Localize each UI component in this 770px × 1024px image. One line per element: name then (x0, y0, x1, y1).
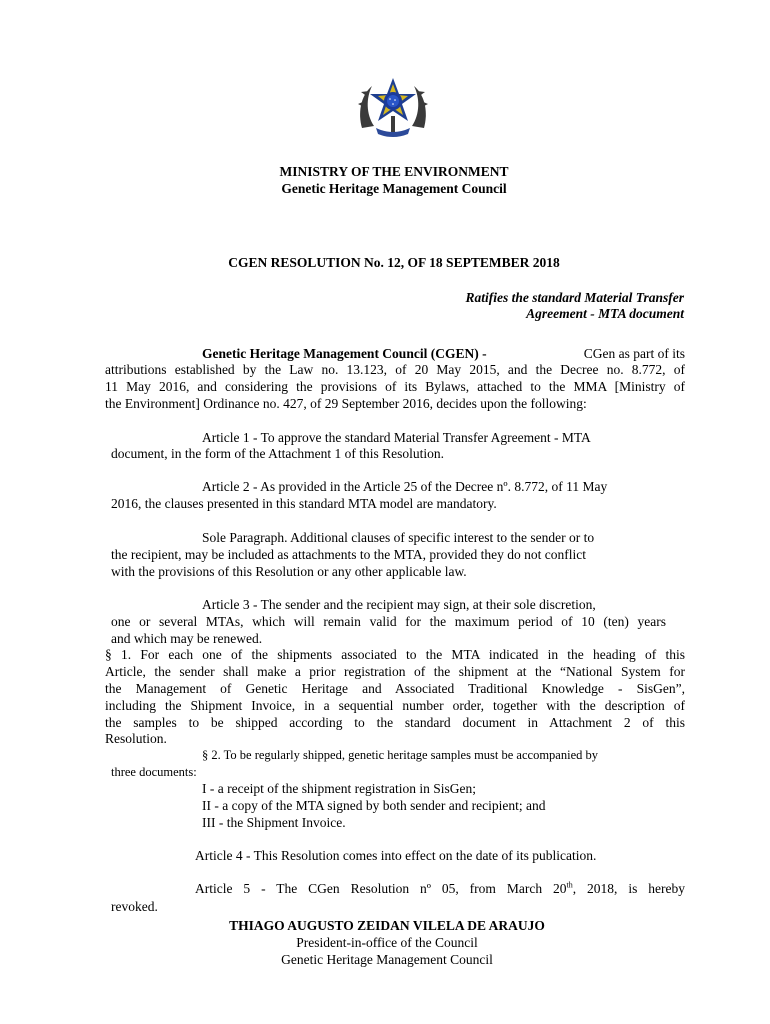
paragraph-1-line: § 1. For each one of the shipments associated to the MTA indicated in the heading of this (105, 647, 685, 662)
preamble-lead-rest: CGen as part of its (583, 346, 685, 361)
council-heading: Genetic Heritage Management Council (281, 181, 507, 196)
paragraph-2-line: three documents: (111, 765, 197, 779)
summary-line-1: Ratifies the standard Material Transfer (465, 290, 684, 305)
article-2-line: 2016, the clauses presented in this standard MTA model are mandatory. (111, 496, 497, 511)
article-1-line: document, in the form of the Attachment 1 of this Resolution. (111, 446, 444, 461)
article-5-superscript: th (566, 880, 573, 890)
article-3-line: Article 3 - The sender and the recipient may sign, at their sole discretion, (202, 597, 596, 612)
article-5-text: Article 5 - The CGen Resolution nº 05, from March 20 (195, 881, 567, 896)
document-list-item: II - a copy of the MTA signed by both sender and recipient; and (202, 798, 546, 813)
article-1-line: Article 1 - To approve the standard Material Transfer Agreement - MTA (202, 430, 591, 445)
paragraph-1-line: the Management of Genetic Heritage and Associated Traditional Knowledge - SisGen”, (105, 681, 685, 696)
sole-paragraph-line: with the provisions of this Resolution or any other applicable law. (111, 564, 467, 579)
sole-paragraph-line: Sole Paragraph. Additional clauses of specific interest to the sender or to (202, 530, 595, 545)
signatory-role: President-in-office of the Council (296, 935, 478, 950)
paragraph-1-line: including the Shipment Invoice, in a sequential number order, together with the description of (105, 698, 685, 713)
summary-line-2: Agreement - MTA document (526, 306, 684, 321)
paragraph-1-line: Resolution. (105, 731, 167, 746)
signatory-council: Genetic Heritage Management Council (281, 952, 493, 967)
preamble-line: the Environment] Ordinance no. 427, of 29 September 2016, decides upon the following: (105, 396, 587, 411)
document-list-item: I - a receipt of the shipment registration in SisGen; (202, 781, 477, 796)
article-3-line: and which may be renewed. (111, 631, 263, 646)
article-5-line: revoked. (111, 899, 158, 914)
article-3-line: one or several MTAs, which will remain valid for the maximum period of 10 (ten) years (111, 614, 666, 629)
document-list-item: III - the Shipment Invoice. (202, 815, 346, 830)
ministry-heading: MINISTRY OF THE ENVIRONMENT (279, 164, 509, 179)
preamble-first-line (202, 346, 685, 362)
signatory-name: THIAGO AUGUSTO ZEIDAN VILELA DE ARAUJO (229, 918, 545, 933)
preamble-line: attributions established by the Law no. 13.123, of 20 May 2015, and the Decree no. 8.772, of (105, 362, 685, 377)
coat-of-arms-seal (356, 76, 430, 142)
sole-paragraph-line: the recipient, may be included as attachments to the MTA, provided they do not conflict (111, 547, 587, 562)
article-2-line: Article 2 - As provided in the Article 25 of the Decree nº. 8.772, of 11 May (202, 479, 608, 494)
article-5-text-end: , 2018, is hereby (572, 881, 685, 896)
article-5-first-line (195, 881, 685, 897)
paragraph-2-line: § 2. To be regularly shipped, genetic heritage samples must be accompanied by (202, 748, 598, 762)
paragraph-1-line: the samples to be shipped according to the standard document in Attachment 2 of this (105, 715, 685, 730)
resolution-title: CGEN RESOLUTION No. 12, OF 18 SEPTEMBER 2018 (228, 255, 560, 270)
article-4-line: Article 4 - This Resolution comes into effect on the date of its publication. (195, 848, 597, 863)
preamble-lead: Genetic Heritage Management Council (CGEN) - (202, 346, 487, 361)
paragraph-1-line: Article, the sender shall make a prior registration of the shipment at the “National System for (105, 664, 685, 679)
preamble-line: 11 May 2016, and considering the provisions of its Bylaws, attached to the MMA [Ministry of (105, 379, 685, 394)
